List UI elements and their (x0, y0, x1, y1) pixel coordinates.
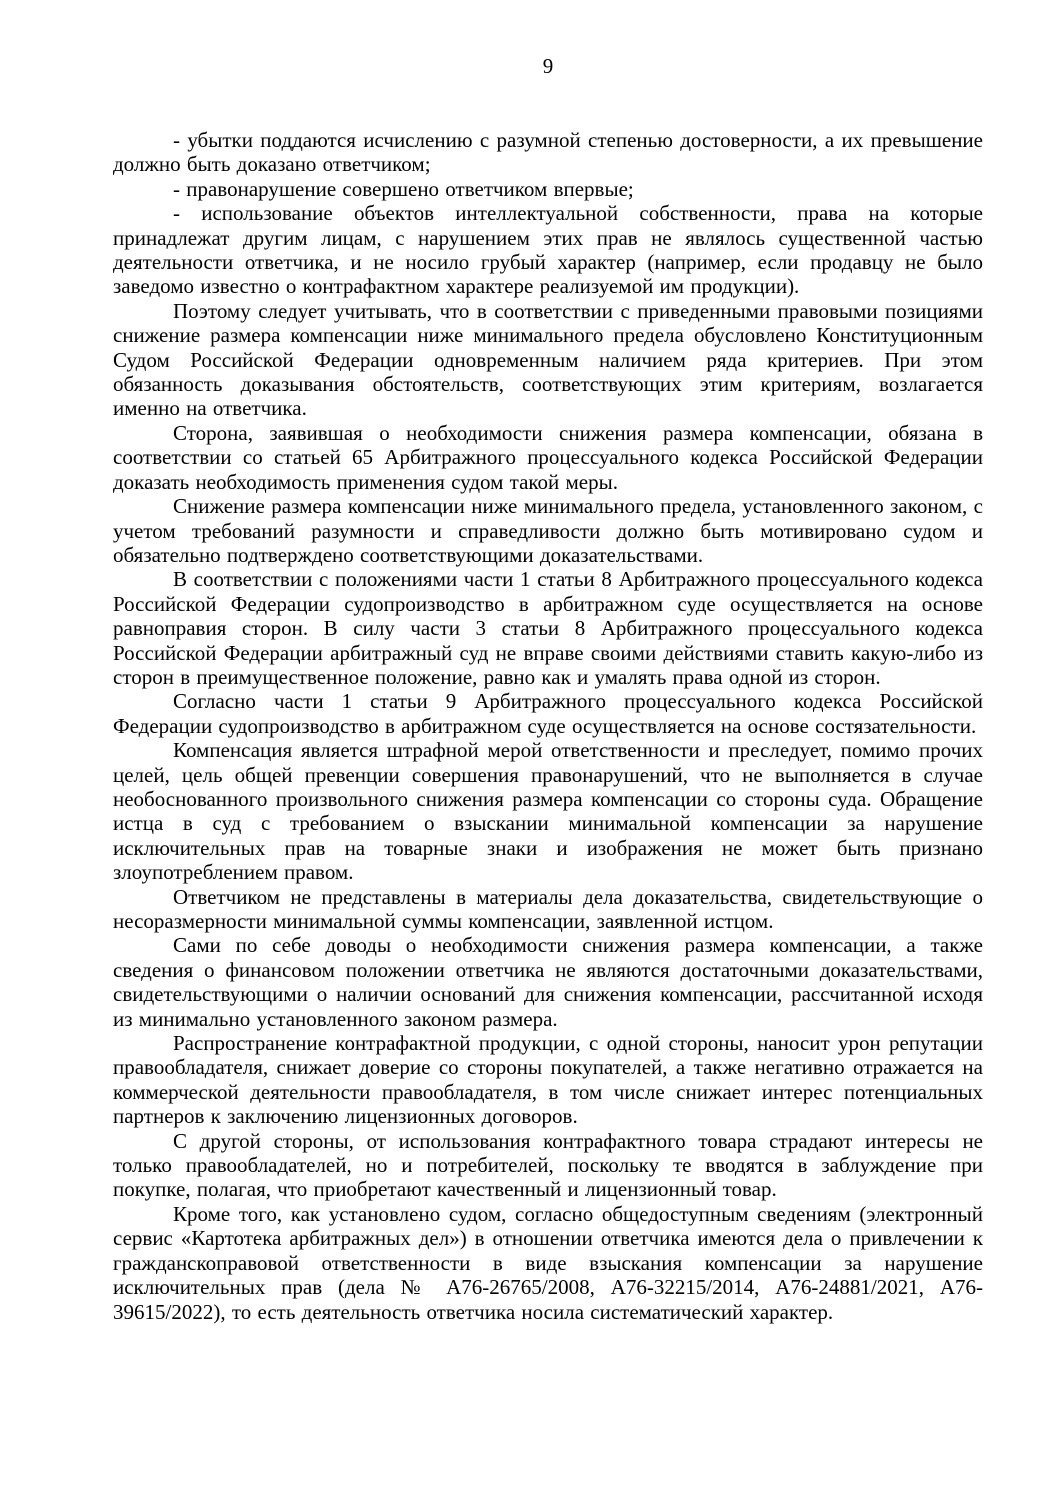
paragraph-list-item-ip-use: - использование объектов интеллектуальной собственности, права на которые принадлежат другим лицам, с нарушением этих прав не являлось существенной частью деятельности ответчика, и не носило грубый характер (например, если продавцу не было заведомо известно о контрафактном характере реализуемой им продукции). (113, 201, 983, 299)
paragraph: Кроме того, как установлено судом, согласно общедоступным сведениям (электронный сервис «Картотека арбитражных дел») в отношении ответчика имеются дела о привлечении к гражданскоправовой ответственности в виде взыскания компенсации за нарушение исключительных прав (дела № А76-26765/2008, А76-32215/2014, А76-24881/2021, А76-39615/2022), то есть деятельность ответчика носила систематический характер. (113, 1201, 983, 1324)
paragraph: Согласно части 1 статьи 9 Арбитражного процессуального кодекса Российской Федерации судопроизводство в арбитражном суде осуществляется на основе состязательности. (113, 689, 983, 738)
paragraph-list-item-first-offense: - правонарушение совершено ответчиком впервые; (173, 176, 634, 201)
paragraph: Компенсация является штрафной мерой ответственности и преследует, помимо прочих целей, цель общей превенции совершения правонарушений, что не выполняется в случае необоснованного произвольного снижения размера компенсации со стороны суда. Обращение истца в суд с требованием о взыскании минимальной компенсации за нарушение исключительных прав на товарные знаки и изображения не может быть признано злоупотреблением правом. (113, 738, 983, 885)
paragraph: Снижение размера компенсации ниже минимального предела, установленного законом, с учетом требований разумности и справедливости должно быть мотивировано судом и обязательно подтверждено соответствующими доказательствами. (113, 494, 983, 567)
paragraph: Сторона, заявившая о необходимости снижения размера компенсации, обязана в соответствии со статьей 65 Арбитражного процессуального кодекса Российской Федерации доказать необходимость применения судом такой меры. (113, 420, 983, 494)
paragraph: В соответствии с положениями части 1 статьи 8 Арбитражного процессуального кодекса Российской Федерации судопроизводство в арбитражном суде осуществляется на основе равноправия сторон. В силу части 3 статьи 8 Арбитражного процессуального кодекса Российской Федерации арбитражный суд не вправе своими действиями ставить какую-либо из сторон в преимущественное положение, равно как и умалять права одной из сторон. (113, 567, 983, 689)
paragraph: С другой стороны, от использования контрафактного товара страдают интересы не только правообладателей, но и потребителей, поскольку те вводятся в заблуждение при покупке, полагая, что приобретают качественный и лицензионный товар. (113, 1128, 983, 1202)
paragraph: Поэтому следует учитывать, что в соответствии с приведенными правовыми позициями снижение размера компенсации ниже минимального предела обусловлено Конституционным Судом Российской Федерации одновременным наличием ряда критериев. При этом обязанность доказывания обстоятельств, соответствующих этим критериям, возлагается именно на ответчика. (113, 298, 983, 421)
paragraph: Распространение контрафактной продукции, с одной стороны, наносит урон репутации правообладателя, снижает доверие со стороны покупателей, а также негативно отражается на коммерческой деятельности правообладателя, в том числе снижает интерес потенциальных партнеров к заключению лицензионных договоров. (113, 1031, 983, 1129)
paragraph: Ответчиком не представлены в материалы дела доказательства, свидетельствующие о несоразмерности минимальной суммы компенсации, заявленной истцом. (113, 884, 983, 933)
document-body (113, 128, 983, 1324)
paragraph: Сами по себе доводы о необходимости снижения размера компенсации, а также сведения о финансовом положении ответчика не являются достаточными доказательствами, свидетельствующими о наличии оснований для снижения компенсации, рассчитанной исходя из минимально установленного законом размера. (113, 933, 983, 1031)
page-number: 9 (542, 54, 554, 78)
paragraph-list-item-losses: - убытки поддаются исчислению с разумной степенью достоверности, а их превышение должно быть доказано ответчиком; (113, 128, 983, 177)
